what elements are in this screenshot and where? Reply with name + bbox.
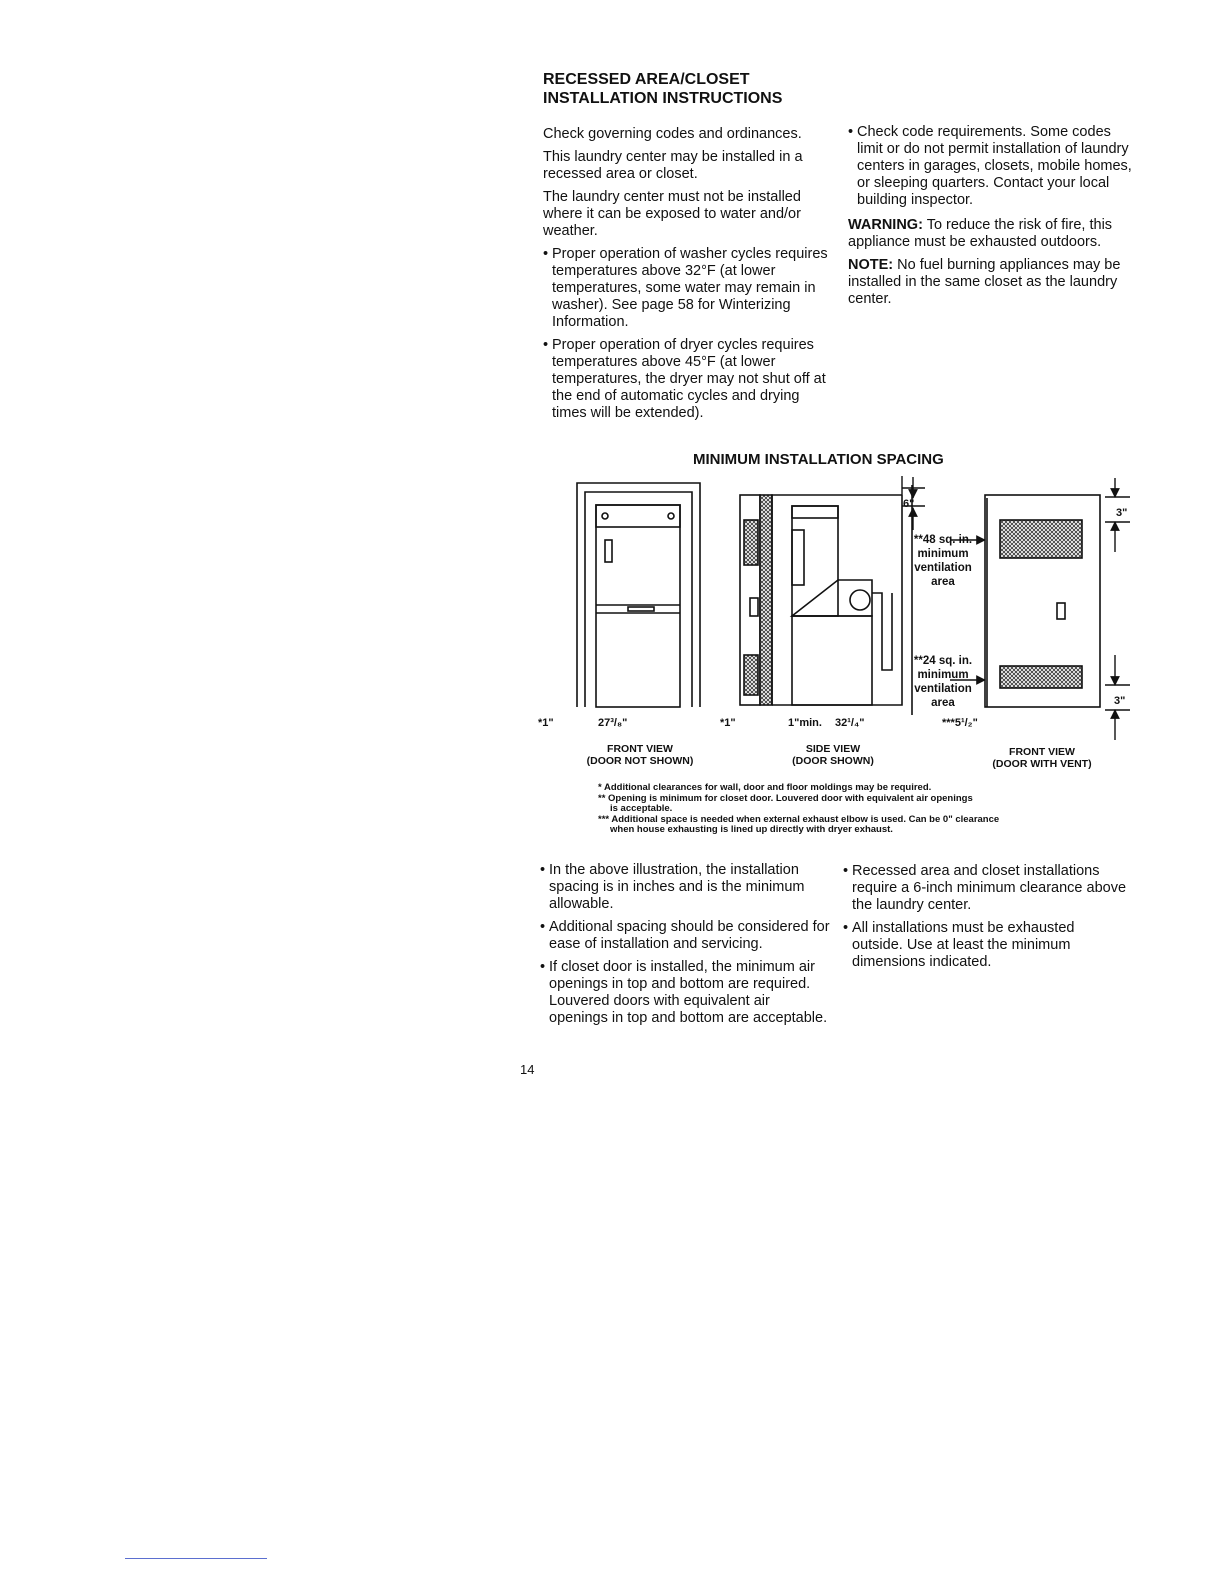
dim-27: 27³/₈" bbox=[598, 717, 628, 729]
vent-bottom-line: **24 sq. in. bbox=[913, 655, 973, 667]
footnote: * Additional clearances for wall, door and floor moldings may be required. bbox=[598, 782, 932, 793]
vent-bottom-label bbox=[914, 655, 972, 709]
temperature-bullets bbox=[543, 246, 838, 422]
vent-top-line: area bbox=[931, 576, 955, 588]
list-item: • In the above illustration, the installation spacing is in inches and is the minimum allowable. bbox=[540, 862, 830, 913]
list-item: • Proper operation of washer cycles requires temperatures above 32°F (at lower temperatures, some water may remain in washer). See page 58 for Winterizing Information. bbox=[543, 246, 838, 331]
front-view-2-subcaption: (DOOR WITH VENT) bbox=[992, 758, 1092, 770]
page-number: 14 bbox=[520, 1062, 535, 1077]
list-item: • If closet door is installed, the minimum air openings in top and bottom are required. Louvered doors with equivalent air openings in top and bottom are acceptable. bbox=[540, 959, 830, 1027]
dim-1-left: *1" bbox=[538, 717, 554, 729]
list-item: • All installations must be exhausted outside. Use at least the minimum dimensions indicated. bbox=[843, 920, 1128, 971]
vent-top-line: minimum bbox=[917, 548, 969, 560]
side-view-caption: SIDE VIEW bbox=[805, 743, 861, 755]
paragraph-recessed: This laundry center may be installed in a recessed area or closet. bbox=[543, 149, 803, 182]
front-view-closet bbox=[577, 483, 700, 707]
paragraph-codes: Check governing codes and ordinances. bbox=[543, 126, 802, 142]
footnote: is acceptable. bbox=[610, 803, 673, 814]
lower-right-column bbox=[843, 863, 1128, 977]
note-text: No fuel burning appliances may be installed in the same closet as the laundry center. bbox=[848, 257, 1121, 307]
section-title-line2: INSTALLATION INSTRUCTIONS bbox=[543, 90, 783, 107]
right-column bbox=[848, 124, 1133, 314]
dim-1-min: 1"min. bbox=[788, 717, 822, 729]
dim-32: 32¹/₄" bbox=[835, 717, 865, 729]
spacing-bullets bbox=[540, 862, 830, 1027]
front-view-1-subcaption: (DOOR NOT SHOWN) bbox=[586, 755, 694, 767]
front-view-2-caption: FRONT VIEW bbox=[1009, 746, 1075, 758]
section-title bbox=[543, 70, 782, 108]
diagram-title: MINIMUM INSTALLATION SPACING bbox=[693, 451, 944, 468]
vent-bottom-line: ventilation bbox=[914, 683, 972, 695]
warning-label: WARNING: bbox=[848, 217, 923, 233]
dim-1-right: *1" bbox=[720, 717, 736, 729]
vent-top-label bbox=[914, 534, 972, 588]
section-title-line1: RECESSED AREA/CLOSET bbox=[543, 71, 750, 88]
left-column bbox=[543, 126, 838, 428]
vent-bottom-line: minimum bbox=[917, 669, 969, 681]
bottom-rule bbox=[125, 1558, 267, 1559]
code-bullets bbox=[848, 124, 1133, 209]
vent-top-line: ventilation bbox=[914, 562, 972, 574]
warning-text: To reduce the risk of fire, this appliance must be exhausted outdoors. bbox=[848, 217, 1113, 250]
note-paragraph bbox=[848, 257, 1133, 308]
lower-left-column bbox=[540, 862, 830, 1033]
vent-top-line: **48 sq. in. bbox=[913, 534, 973, 546]
vent-bottom-line: area bbox=[931, 697, 955, 709]
diagram-footnotes bbox=[598, 783, 999, 836]
dim-3-top: 3" bbox=[1116, 507, 1128, 519]
side-view-subcaption: (DOOR SHOWN) bbox=[792, 755, 874, 767]
note-label: NOTE: bbox=[848, 257, 894, 273]
dim-3-bottom: 3" bbox=[1114, 695, 1126, 707]
installation-spacing-diagram bbox=[530, 470, 1140, 780]
paragraph-exposure: The laundry center must not be installed where it can be exposed to water and/or weather. bbox=[543, 189, 801, 239]
warning-paragraph bbox=[848, 217, 1133, 251]
dim-5: ***5¹/₂" bbox=[942, 717, 978, 729]
side-view-closet bbox=[740, 485, 915, 715]
footnote: *** Additional space is needed when external exhaust elbow is used. Can be 0" clearance bbox=[598, 813, 1000, 825]
closet-bullets bbox=[843, 863, 1128, 971]
footnote: when house exhausting is lined up directly with dryer exhaust. bbox=[610, 824, 893, 835]
front-view-1-caption: FRONT VIEW bbox=[607, 743, 673, 755]
list-item: • Check code requirements. Some codes limit or do not permit installation of laundry centers in garages, closets, mobile homes, or sleeping quarters. Contact your local building inspector. bbox=[848, 124, 1133, 209]
list-item: • Additional spacing should be considered for ease of installation and servicing. bbox=[540, 919, 830, 953]
list-item: • Proper operation of dryer cycles requires temperatures above 45°F (at lower temperatures, the dryer may not shut off at the end of automatic cycles and drying times will be extended). bbox=[543, 337, 838, 422]
front-view-door-vent bbox=[985, 495, 1100, 707]
list-item: • Recessed area and closet installations require a 6-inch minimum clearance above the laundry center. bbox=[843, 863, 1128, 914]
dim-6: 6" bbox=[903, 498, 915, 510]
footnote: ** Opening is minimum for closet door. Louvered door with equivalent air openings bbox=[598, 792, 973, 804]
